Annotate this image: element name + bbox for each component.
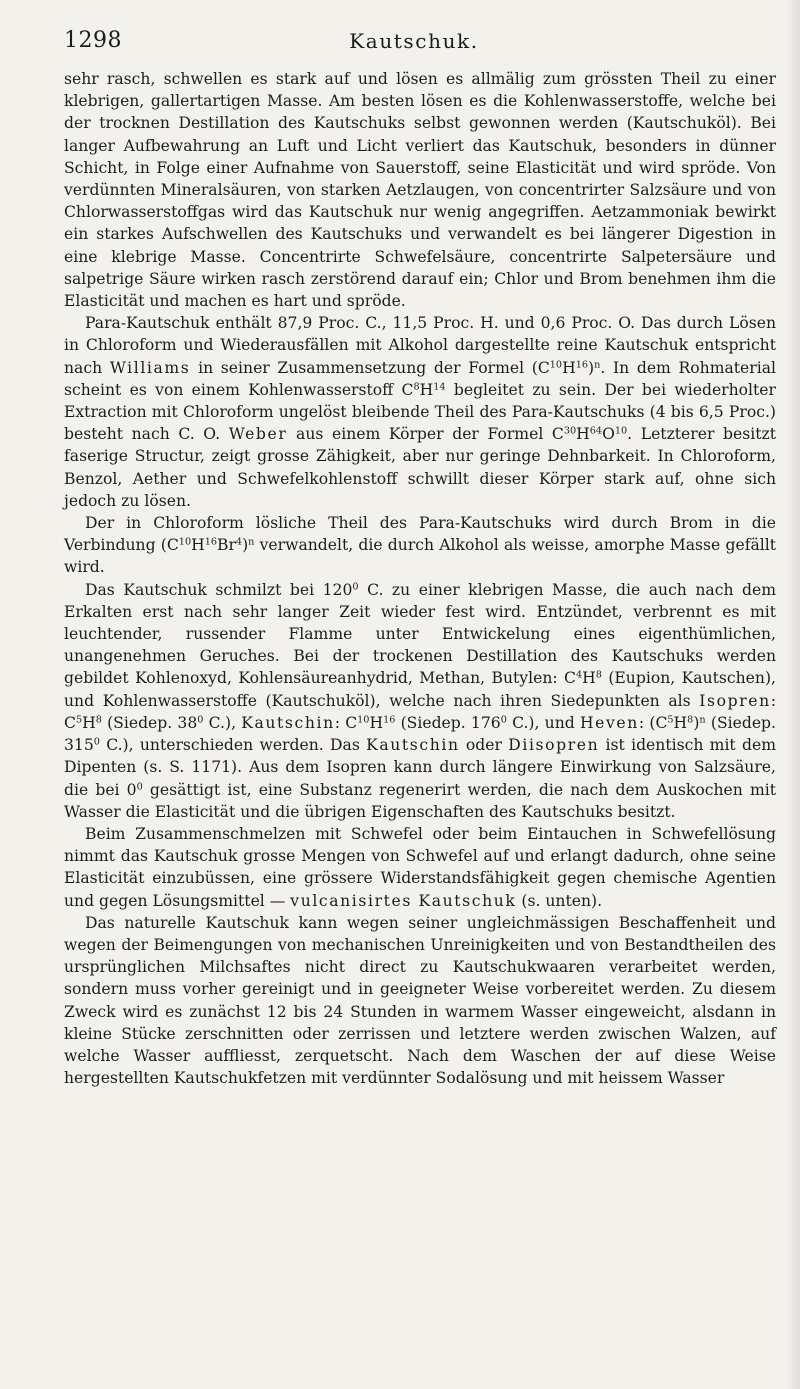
- text-run: C.), unterschieden werden. Das: [99, 736, 367, 755]
- text-run: aus einem Körper der Formel C: [287, 425, 564, 444]
- text-run: H: [369, 713, 384, 732]
- spaced-emphasis: Kautschin: [366, 736, 460, 755]
- text-run: (s. unten).: [516, 891, 603, 910]
- formula-superscript: 0: [500, 714, 507, 726]
- formula-superscript: 8: [687, 714, 694, 726]
- spaced-emphasis: Williams: [109, 358, 191, 377]
- formula-superscript: 10: [357, 714, 370, 726]
- page-number: 1298: [64, 28, 122, 53]
- text-run: H: [82, 713, 96, 732]
- formula-superscript: 4: [235, 536, 243, 548]
- spaced-emphasis: Diisopren: [508, 736, 600, 755]
- text-run: C.), und: [506, 713, 580, 732]
- text-run: O: [602, 425, 615, 444]
- text-run: H: [576, 425, 590, 444]
- text-run: C. zu einer klebrigen Masse, die auch nach dem Erkalten erst nach sehr langer Zeit wieder fest wird. Entzündet, verbrennt es mit leuchtender, russender Flamme unter Entwickelung eines eigenthümlichen, unangenehmen Geruches. Bei der trockenen Destillation des Kautschuks werden gebildet Kohlenoxyd, Kohlensäureanhydrid, Methan, Butylen: C: [64, 580, 777, 688]
- text-run: H: [419, 380, 434, 399]
- text-run: . Letzterer besitzt faserige Structur, zeigt grosse Zähigkeit, aber nur geringe Dehnbarkeit. In Chloroform, Benzol, Aether und Schwefelkohlenstoff schwillt dieser Körper stark auf, ohne sich jedoch zu lösen.: [64, 425, 776, 510]
- text-run: H: [562, 358, 576, 377]
- spaced-emphasis: vulcanisirtes Kautschuk: [290, 891, 517, 910]
- text-run: ): [587, 358, 595, 377]
- text-run: Para-Kautschuk enthält 87,9 Proc. C., 11,5 Proc. H. und 0,6 Proc. O. Das durch Lösen in Chloroform und Wiederausfällen mit Alkohol dargestellte reine Kautschuk entspricht nach: [64, 314, 776, 377]
- formula-superscript: n: [594, 359, 601, 371]
- formula-superscript: 4: [575, 670, 583, 682]
- text-run: (Eupion, Kautschen), und Kohlenwasserstoffe (Kautschuköl), welche nach ihren Siedepunkten als: [64, 669, 776, 710]
- text-run: Das Kautschuk schmilzt bei 120: [85, 580, 353, 599]
- text-run: ): [242, 536, 249, 555]
- formula-superscript: 10: [614, 425, 628, 437]
- spaced-emphasis: Kautschin: [241, 713, 335, 732]
- text-run: ist identisch mit dem Dipenten (s. S. 1171). Aus dem Isopren kann durch längere Einwirkung von Salzsäure, die bei 0: [64, 736, 776, 799]
- paragraph: [64, 823, 776, 912]
- formula-superscript: 0: [197, 714, 204, 726]
- text-run: Beim Zusammenschmelzen mit Schwefel oder beim Eintauchen in Schwefellösung nimmt das Kautschuk grosse Mengen von Schwefel auf und erlangt dadurch, ohne seine Elasticität einzubüssen, eine grössere Widerstandsfähigkeit gegen chemische Agentien und gegen Lösungsmittel —: [64, 824, 776, 910]
- formula-superscript: 30: [563, 425, 577, 437]
- formula-superscript: 8: [95, 714, 102, 726]
- spaced-emphasis: Isopren: [699, 691, 771, 710]
- text-run: gesättigt ist, eine Substanz regenerirt werden, die nach dem Auskochen mit Wasser die Elasticität und die übrigen Eigenschaften des Kautschuks besitzt.: [64, 780, 776, 821]
- running-head-title: Kautschuk.: [349, 29, 479, 53]
- formula-superscript: 5: [75, 714, 83, 726]
- formula-superscript: 0: [136, 781, 143, 793]
- formula-superscript: n: [699, 714, 706, 726]
- formula-superscript: 16: [204, 536, 217, 548]
- text-run: H: [191, 536, 205, 555]
- formula-superscript: 0: [352, 581, 359, 593]
- text-run: ): [693, 713, 700, 732]
- paragraph: [64, 68, 776, 312]
- formula-superscript: 64: [589, 425, 603, 437]
- formula-superscript: 10: [549, 359, 563, 371]
- text-run: : C: [334, 713, 358, 732]
- text-run: Das naturelle Kautschuk kann wegen seiner ungleichmässigen Beschaffenheit und wegen der Beimengungen von mechanischen Unreinigkeiten und von Bestandtheilen des ursprünglichen Milchsaftes nicht direct zu Kautschukwaaren verarbeitet werden, sondern muss vorher gereinigt und in geeigneter Weise vorbereitet werden. Zu diesem Zweck wird es zunächst 12 bis 24 Stunden in warmem Wasser eingeweicht, alsdann in kleine Stücke zerschnitten oder zerrissen und letztere werden zwischen Walzen, auf welche Wasser auffliesst, zerquetscht. Nach dem Waschen der auf diese Weise hergestellten Kautschukfetzen mit verdünnter Sodalösung und mit heissem Wasser: [64, 913, 776, 1088]
- body-text: [64, 68, 776, 1089]
- running-head: [64, 29, 764, 53]
- text-run: C.),: [203, 713, 242, 732]
- text-run: . In dem Rohmaterial scheint es von einem Kohlenwasserstoff C: [64, 358, 776, 399]
- paragraph: [64, 512, 776, 579]
- formula-superscript: 16: [383, 714, 396, 726]
- text-run: verwandelt, die durch Alkohol als weisse, amorphe Masse gefällt wird.: [64, 536, 777, 577]
- page-header: [64, 28, 764, 62]
- text-run: H: [673, 713, 688, 732]
- text-run: : C: [64, 691, 776, 732]
- text-run: : (C: [638, 713, 668, 732]
- text-run: (Siedep. 38: [101, 713, 198, 732]
- text-run: in seiner Zusammensetzung der Formel (C: [190, 358, 550, 377]
- paragraph: [64, 579, 776, 823]
- formula-superscript: 8: [595, 670, 602, 682]
- paragraph: [64, 312, 776, 512]
- spaced-emphasis: Heven: [579, 713, 639, 732]
- text-run: H: [582, 669, 596, 688]
- text-run: begleitet zu sein. Der bei wiederholter Extraction mit Chloroform ungelöst bleibende Theil des Para-Kautschuks (4 bis 6,5 Proc.) besteht nach C. O.: [64, 380, 776, 444]
- formula-superscript: 16: [575, 359, 588, 371]
- formula-superscript: 14: [433, 381, 446, 393]
- page-edge-shadow: [786, 0, 800, 1389]
- text-run: Br: [217, 536, 236, 555]
- text-run: (Siedep. 176: [395, 713, 501, 732]
- text-run: sehr rasch, schwellen es stark auf und lösen es allmälig zum grössten Theil zu einer klebrigen, gallertartigen Masse. Am besten lösen es die Kohlenwasserstoffe, welche bei der trocknen Destillation des Kautschuks selbst gewonnen werden (Kautschuköl). Bei langer Aufbewahrung an Luft und Licht verliert das Kautschuk, besonders in dünner Schicht, in Folge einer Aufnahme von Sauerstoff, seine Elasticität und wird spröde. Von verdünnten Mineralsäuren, von starken Aetzlaugen, von concentrirter Salzsäure und von Chlorwasserstoffgas wird das Kautschuk nur wenig angegriffen. Aetzammoniak bewirkt ein starkes Aufschwellen des Kautschuks und verwandelt es bei längerer Digestion in eine klebrige Masse. Concentrirte Schwefelsäure, concentrirte Salpetersäure und salpetrige Säure wirken rasch zerstörend darauf ein; Chlor und Brom benehmen ihm die Elasticität und machen es hart und spröde.: [64, 70, 776, 311]
- spaced-emphasis: Weber: [228, 425, 288, 444]
- formula-superscript: 5: [667, 714, 674, 726]
- text-run: (Siedep. 315: [64, 713, 776, 755]
- text-run: oder: [459, 736, 509, 755]
- formula-superscript: n: [248, 536, 255, 548]
- formula-superscript: 8: [413, 381, 420, 393]
- formula-superscript: 0: [93, 736, 100, 748]
- formula-superscript: 10: [178, 536, 192, 548]
- text-run: Der in Chloroform lösliche Theil des Para-Kautschuks wird durch Brom in die Verbindung (C: [64, 514, 776, 555]
- paragraph: [64, 912, 776, 1090]
